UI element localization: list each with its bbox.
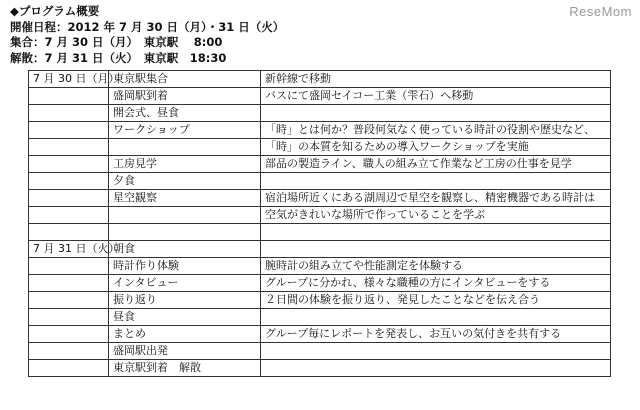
schedule-description-cell: バスにて盛岡セイコー工業（雫石）へ移動	[261, 88, 611, 105]
schedule-date-cell	[29, 275, 109, 292]
schedule-description-cell: 部品の製造ライン、職人の組み立て作業など工房の仕事を見学	[261, 156, 611, 173]
table-row	[29, 326, 611, 343]
schedule-description-cell: グループ毎にレポートを発表し、お互いの気付きを共有する	[261, 326, 611, 343]
schedule-activity-cell: 星空観察	[109, 190, 261, 207]
schedule-activity-cell: 東京駅集合	[109, 71, 261, 88]
schedule-date-cell	[29, 122, 109, 139]
table-row	[29, 156, 611, 173]
schedule-date-cell	[29, 105, 109, 122]
schedule-description-cell	[261, 343, 611, 360]
schedule-activity-cell: 昼食	[109, 309, 261, 326]
table-row	[29, 207, 611, 224]
resemom-logo: ReseMom	[569, 4, 632, 19]
schedule-activity-cell: まとめ	[109, 326, 261, 343]
table-row	[29, 241, 611, 258]
schedule-date-cell	[29, 139, 109, 156]
schedule-date-cell	[29, 88, 109, 105]
table-row	[29, 275, 611, 292]
table-row	[29, 309, 611, 326]
schedule-description-cell	[261, 360, 611, 377]
meeting-info: 集合：7 月 30 日（月） 東京駅 8:00	[10, 35, 223, 49]
schedule-description-cell: 腕時計の組み立てや性能測定を体験する	[261, 258, 611, 275]
schedule-date-cell	[29, 156, 109, 173]
table-row	[29, 224, 611, 241]
program-dates: 開催日程：2012 年 7 月 30 日（月）・31 日（火）	[10, 19, 285, 34]
schedule-date-cell	[29, 360, 109, 377]
table-row	[29, 173, 611, 190]
schedule-activity-cell: 盛岡駅到着	[109, 88, 261, 105]
schedule-table	[28, 70, 611, 377]
schedule-date-cell	[29, 326, 109, 343]
schedule-activity-cell	[109, 139, 261, 156]
schedule-activity-cell: ワークショップ	[109, 122, 261, 139]
schedule-activity-cell: 夕食	[109, 173, 261, 190]
schedule-description-cell: 「時」とは何か？普段何気なく使っている時計の役割や歴史など、	[261, 122, 611, 139]
schedule-description-cell: 「時」の本質を知るための導入ワークショップを実施	[261, 139, 611, 156]
table-row	[29, 343, 611, 360]
schedule-date-cell	[29, 173, 109, 190]
table-row	[29, 105, 611, 122]
table-row	[29, 122, 611, 139]
schedule-date-cell	[29, 309, 109, 326]
schedule-description-cell	[261, 105, 611, 122]
schedule-activity-cell: 朝食	[109, 241, 261, 258]
schedule-activity-cell	[109, 224, 261, 241]
schedule-activity-cell: 東京駅到着 解散	[109, 360, 261, 377]
program-title: ◆プログラム概要	[10, 4, 100, 18]
table-row	[29, 258, 611, 275]
schedule-date-cell	[29, 258, 109, 275]
table-row	[29, 71, 611, 88]
schedule-date-cell	[29, 224, 109, 241]
table-row	[29, 360, 611, 377]
table-row	[29, 88, 611, 105]
schedule-description-cell	[261, 241, 611, 258]
dismissal-info: 解散：7 月 31 日（火） 東京駅 18:30	[10, 50, 227, 65]
schedule-body	[29, 71, 611, 377]
schedule-description-cell: 新幹線で移動	[261, 71, 611, 88]
schedule-date-cell	[29, 190, 109, 207]
schedule-description-cell: 空気がきれいな場所で作っていることを学ぶ	[261, 207, 611, 224]
schedule-activity-cell: 振り返り	[109, 292, 261, 309]
schedule-description-cell: ２日間の体験を振り返り、発見したことなどを伝え合う	[261, 292, 611, 309]
table-row	[29, 139, 611, 156]
program-header	[10, 4, 284, 66]
table-row	[29, 292, 611, 309]
schedule-activity-cell: インタビュー	[109, 275, 261, 292]
schedule-date-cell	[29, 207, 109, 224]
schedule-date-cell	[29, 343, 109, 360]
schedule-description-cell	[261, 309, 611, 326]
schedule-activity-cell	[109, 207, 261, 224]
schedule-activity-cell: 盛岡駅出発	[109, 343, 261, 360]
schedule-description-cell	[261, 173, 611, 190]
schedule-activity-cell: 工房見学	[109, 156, 261, 173]
schedule-date-cell: 7 月 31 日（火）	[29, 241, 109, 258]
schedule-description-cell: 宿泊場所近くにある湖周辺で星空を観察し、精密機器である時計は	[261, 190, 611, 207]
schedule-activity-cell: 時計作り体験	[109, 258, 261, 275]
schedule-description-cell	[261, 224, 611, 241]
schedule-date-cell	[29, 292, 109, 309]
schedule-activity-cell: 開会式、昼食	[109, 105, 261, 122]
schedule-date-cell: 7 月 30 日（月）	[29, 71, 109, 88]
schedule-description-cell: グループに分かれ、様々な職種の方にインタビューをする	[261, 275, 611, 292]
table-row	[29, 190, 611, 207]
